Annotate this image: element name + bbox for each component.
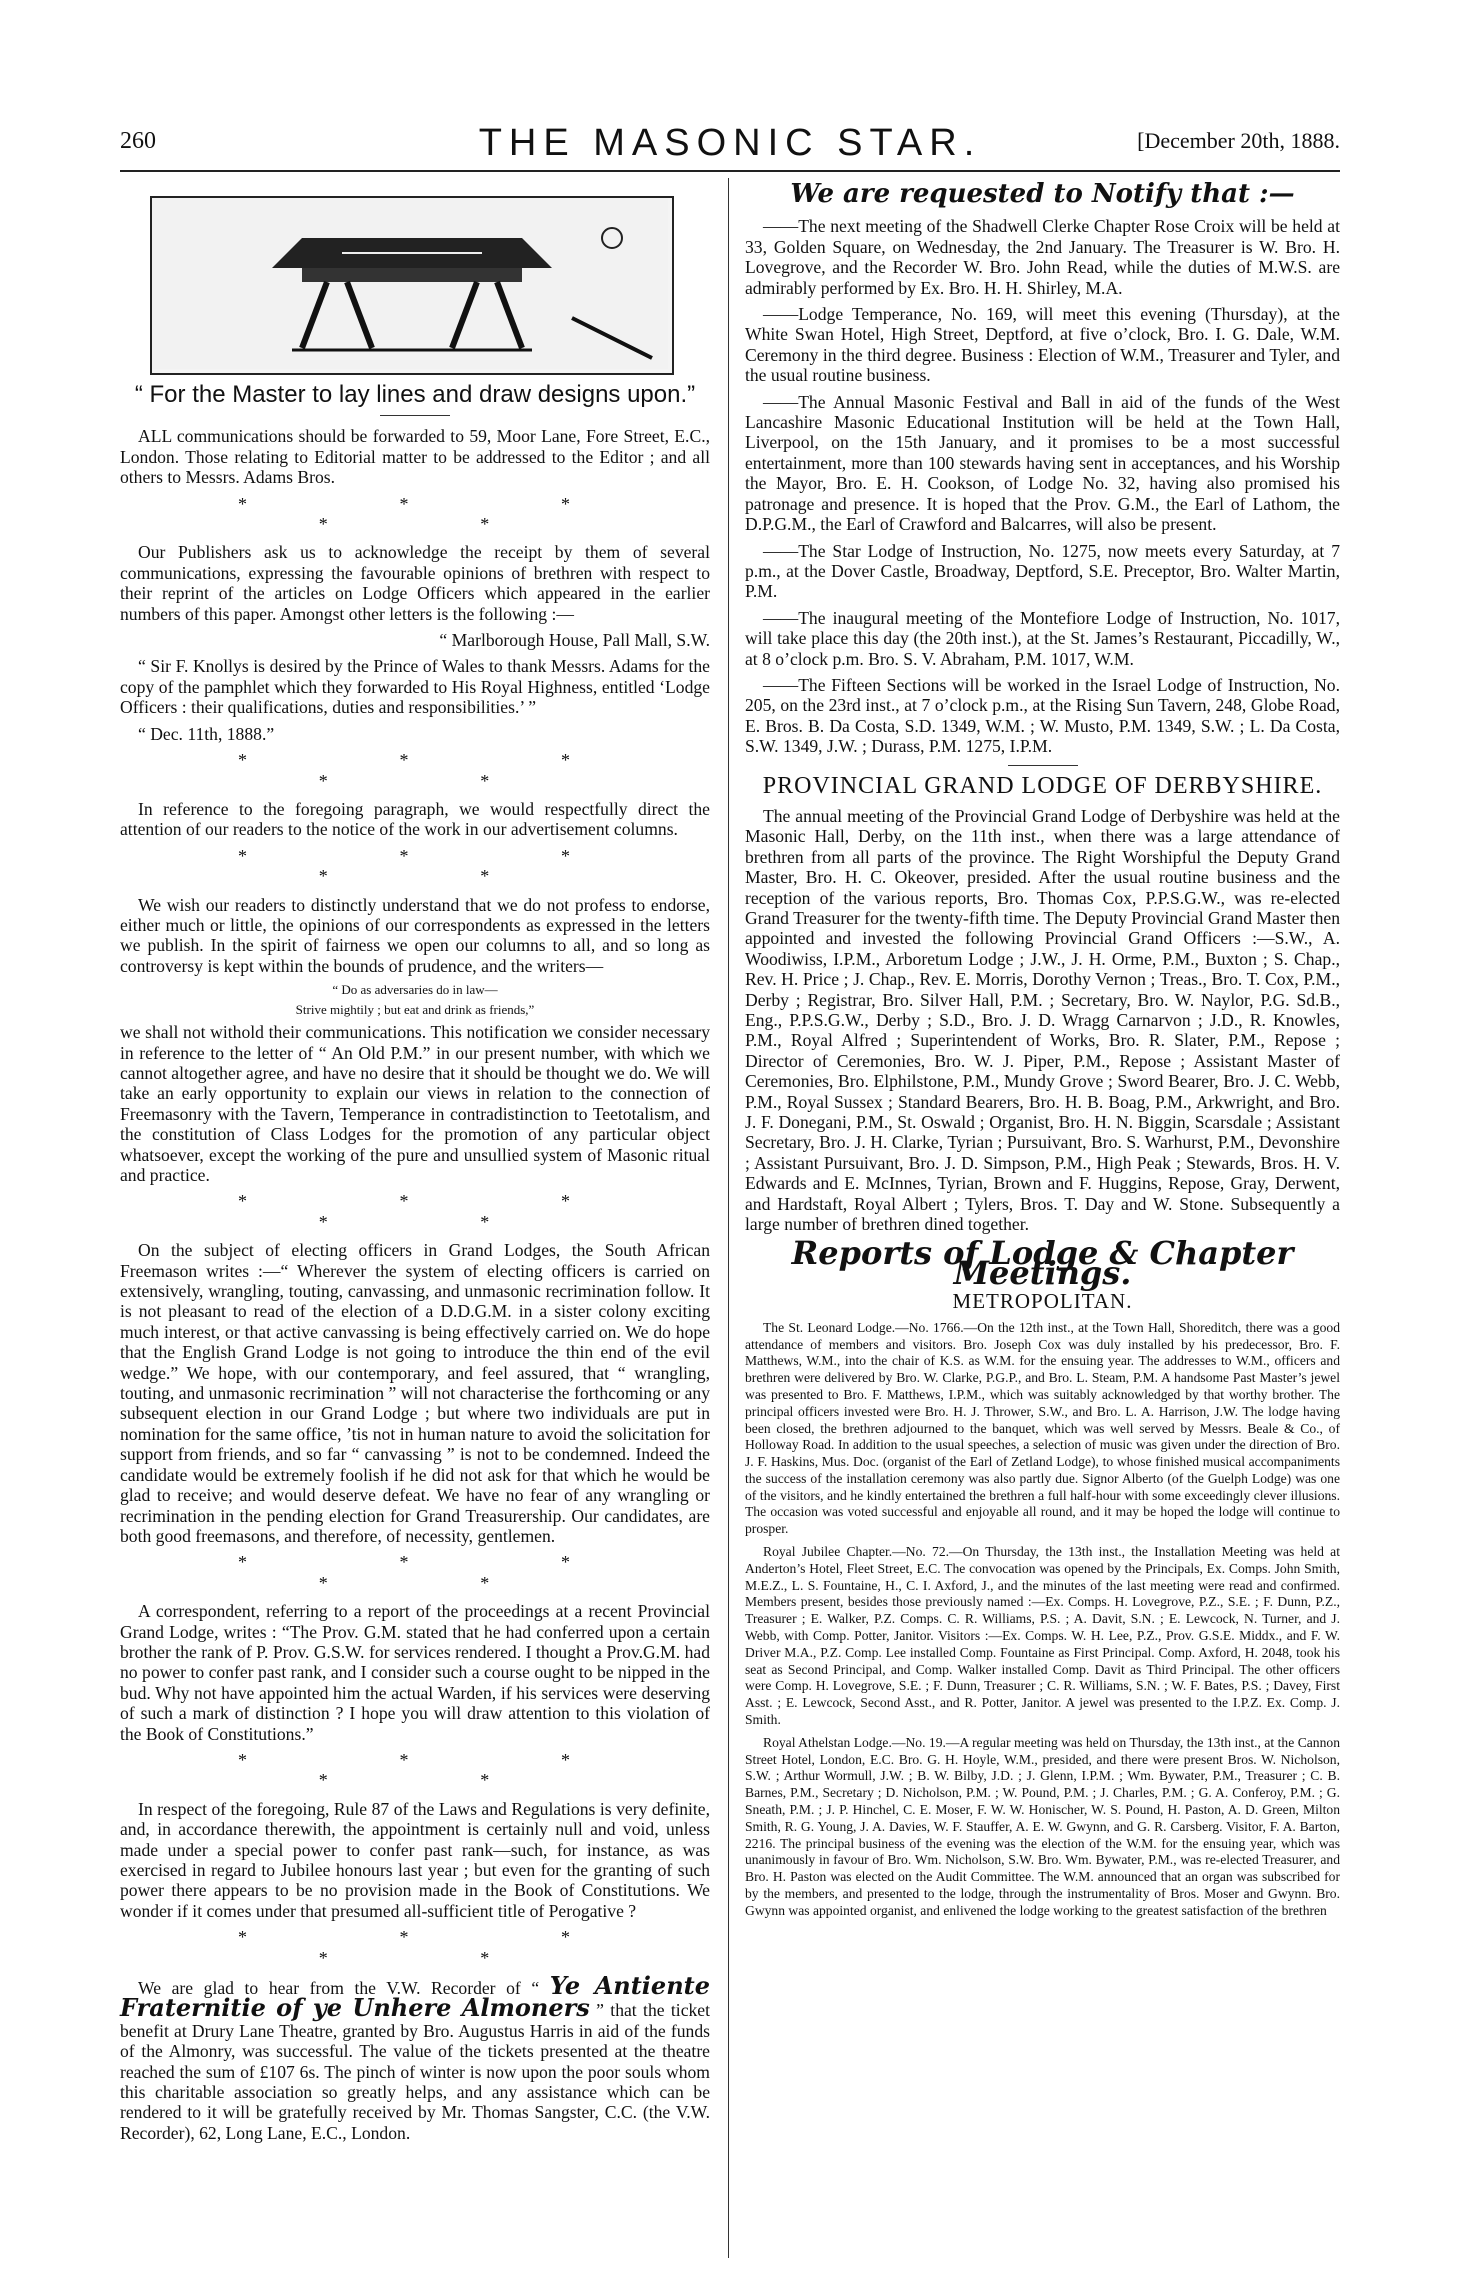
- verse-line-1: “ Do as adversaries do in law—: [332, 982, 498, 998]
- masthead: THE MASONIC STAR.: [478, 122, 982, 164]
- report-royal-athelstan: Royal Athelstan Lodge.—No. 19.—A regular meeting was held on Thursday, the 13th inst., at the Cannon Street Hotel, London, E.C. Bro. G. H. Hoyle, W.M., presided, and there were present Bros. W. Nicholson, S.W. ; Arthur Wormull, J.W. ; B. W. Bilby, J.D. ; J. Glenn, I.P.M. ; Wm. Bywater, P.M., Treasurer ; C. B. Barnes, P.M., Secretary ; D. Nicholson, P.M. ; W. Pound, P.M. ; J. Charles, P.M. ; G. A. Conferoy, P.M. ; G. Sneath, P.M. ; J. P. Hinchel, C. E. Moser, F. W. W. Honischer, W. S. Pound, H. Paston, A. D. Green, Milton Smith, R. G. Young, J. A. Davies, W. F. Stauffer, A. E. W. Gwynn, and G. R. Carsberg. Visitor, F. A. Barton, 2216. The principal business of the evening was the election of the W.M. for the ensuing year, which was unanimously in favour of Bro. Wm. Nicholson, S.W. Bro. Wm. Bywater, P.M., was re-elected Treasurer, and Bro. H. Paston was elected on the Audit Committee. The W.M. announced that an organ was subscribed for by the members, and presented to the lodge, through the instrumentality of Bros. Moser and Gwynn. Bro. Gwynn was appointed organist, and enlivened the lodge working to the greatest satisfaction of the brethren: [745, 1734, 1340, 1918]
- almoners-text: ” that the ticket benefit at Drury Lane Theatre, granted by Bro. Augustus Harris in aid of the funds of the Almonry, was successful. The value of the tickets presented at the theatre reached the sum of £107 6s. The pinch of winter is now upon the poor souls whom this charitable association so greatly helps, and any assistance which can be rendered to it will be gratefully received by Mr. Thomas Sangster, C.C. (the V.W. Recorder), 62, Long Lane, E.C., London.: [120, 2000, 710, 2143]
- derbyshire-heading: PROVINCIAL GRAND LODGE OF DERBYSHIRE.: [762, 772, 1323, 799]
- notice-festival: ——The Annual Masonic Festival and Ball in aid of the funds of the West Lancashire Masonic Educational Institution will be held at the Town Hall, Liverpool, on the 15th January, and it promises to be a most successful entertainment, more than 100 stewards having sent in acceptances, and his Worship the Mayor, Bro. E. H. Cookson, of Lodge No. 32, having also promised his patronage and presence. It is hoped that the Prov. G.M., the Earl of Lathom, the D.P.G.M., the Earl of Crawford and Balcarres, will also be present.: [745, 391, 1340, 535]
- letter-date: “ Dec. 11th, 1888.”: [138, 723, 275, 744]
- star-divider: * * * * *: [238, 1927, 644, 1968]
- notice-shadwell: ——The next meeting of the Shadwell Clerke Chapter Rose Croix will be held at 33, Golden Square, on Wednesday, the 2nd January. The Treasurer is W. Bro. H. Lovegrove, and the Recorder W. Bro. John Read, while the duties of M.W.S. are admirably performed by Ex. Bro. H. H. Shirley, M.A.: [745, 216, 1340, 298]
- metropolitan-heading: METROPOLITAN.: [952, 1289, 1133, 1314]
- motto: “ For the Master to lay lines and draw designs upon.”: [134, 381, 696, 408]
- para-reference: In reference to the foregoing paragraph, we would respectfully direct the attention of our readers to the notice of the work in our advertisement columns.: [120, 798, 710, 840]
- para-communications: ALL communications should be forwarded to 59, Moor Lane, Fore Street, E.C., London. Those relating to Editorial matter to be addressed to the Editor ; and all others to Messrs. Adams Bros.: [120, 426, 710, 488]
- page-number: 260: [120, 128, 156, 154]
- notice-montefiore: ——The inaugural meeting of the Montefiore Lodge of Instruction, No. 1017, will take place this day (the 20th inst.), at the St. James’s Restaurant, Piccadilly, W., at 8 o’clock p.m. Bro. S. V. Abraham, P.M. 1017, W.M.: [745, 607, 1340, 669]
- verse-line-2: Strive mightily ; but eat and drink as friends,”: [295, 1002, 535, 1018]
- issue-date: [December 20th, 1888.: [1137, 128, 1340, 153]
- report-st-leonard: The St. Leonard Lodge.—No. 1766.—On the 12th inst., at the Town Hall, Shoreditch, there was a good attendance of members and visitors. Bro. Joseph Cox was duly installed by his predecessor, Bro. F. Matthews, W.M., into the chair of K.S. as W.M. for the ensuing year. The addresses to W.M., officers and brethren were delivered by Bro. W. Clarke, P.G.P., and Bro. L. Steam, P.M. A handsome Past Master’s jewel was presented to Bro. F. Matthews, I.P.M., which was suitably acknowledged by that worthy brother. The principal officers invested were Bro. H. J. Thrower, S.W., and Bro. L. A. Harrison, J.W. The lodge having been closed, the brethren adjourned to the banquet, which was well served by Messrs. Beale & Co., of Holloway Road. In addition to the usual speeches, a selection of music was given under the direction of Bro. J. F. Haskins, Mus. Doc. (organist of the Earl of Zetland Lodge), to whose finished musical accompaniments the success of the installation ceremony was also partly due. Signor Alberto (of the Guelph Lodge) was one of the visitors, and he kindly entertained the brethren a full half-hour with some exceedingly clever illusions. The occasion was voted successful and enjoyable all round, and it may be hoped the lodge will continue to prosper.: [745, 1319, 1340, 1537]
- star-divider: * * * * *: [238, 1552, 644, 1593]
- para-almoners: [120, 1971, 710, 2143]
- star-divider: * * * * *: [238, 845, 644, 887]
- para-disclaimer: We wish our readers to distinctly understand that we do not profess to endorse, either much or little, the opinions of our correspondents as expressed in the letters we publish. In the spirit of fairness we open our columns to all, and so long as controversy is kept within the bounds of prudence, and the writers—: [120, 894, 710, 976]
- reports-heading: Reports of Lodge & Chapter Meetings.: [791, 1233, 1294, 1292]
- para-publishers: Our Publishers ask us to acknowledge the receipt by them of several communications, expressing the favourable opinions of brethren with respect to their reprint of the articles on Lodge Officers which appeared in the earlier numbers of this paper. Amongst other letters is the following :—: [120, 542, 710, 624]
- trestle-board-illustration: [152, 198, 668, 369]
- trestle-board-banner: [150, 196, 674, 375]
- para-notification: we shall not withold their communications. This notification we consider necessary in reference to the letter of “ An Old P.M.” in our present number, with which we cannot altogether agree, and have no desire that it should be thought we do. We will take an early opportunity to explain our views in relation to the connection of Freemasonry with the Tavern, Temperance in contradistinction to Teetotalism, and the constitution of Class Lodges for the promotion of any particular object whatsoever, except the working of the pure and unsullied system of Masonic ritual and practice.: [120, 1022, 710, 1185]
- star-divider: * * * * *: [238, 750, 644, 791]
- almoners-intro: We are glad to hear from the V.W. Recorder of “: [138, 1978, 550, 1999]
- column-divider: [728, 178, 729, 2258]
- notice-temperance: ——Lodge Temperance, No. 169, will meet this evening (Thursday), at the White Swan Hotel, High Street, Deptford, at five o’clock, Bro. I. G. Dale, W.M. Ceremony in the third degree. Business : Election of W.M., Treasurer and Tyler, and the usual routine business.: [745, 304, 1340, 386]
- notify-heading: We are requested to Notify that :—: [790, 179, 1295, 209]
- star-divider: * * * * *: [238, 1749, 644, 1791]
- left-column: [120, 184, 710, 2149]
- star-divider: * * * * *: [238, 493, 644, 535]
- short-rule: [1008, 765, 1078, 766]
- notice-israel-lodge: ——The Fifteen Sections will be worked in the Israel Lodge of Instruction, No. 205, on the 23rd inst., at 7 o’clock p.m., at the Rising Sun Tavern, 248, Globe Road, E. Bros. B. Da Costa, S.D. 1349, W.M. ; W. Musto, P.M. 1349, S.W. ; L. Da Costa, S.W. 1349, J.W. ; Durass, P.M. 1275, I.P.M.: [745, 674, 1340, 757]
- header-rule: [120, 170, 1340, 172]
- para-correspondent: A correspondent, referring to a report of the proceedings at a recent Provincial Grand Lodge, writes : “The Prov. G.M. stated that he had conferred upon a certain brother the rank of P. Prov. G.S.W. for services rendered. I thought a Prov.G.M. had no power to confer past rank, and I consider such a course ought to be nipped in the bud. Why not have appointed him the actual Warden, if his services were deserving of such a mark of distinction ? I hope you will draw attention to this violation of the Book of Constitutions.”: [120, 1601, 710, 1744]
- notice-star-lodge: ——The Star Lodge of Instruction, No. 1275, now meets every Saturday, at 7 p.m., at the Dover Castle, Broadway, Deptford, S.E. Preceptor, Bro. Walter Martin, P.M.: [745, 540, 1340, 602]
- almoners-name: Ye Antiente Fraternitie of ye Unhere Almoners: [120, 1971, 710, 2023]
- para-rule-87: In respect of the foregoing, Rule 87 of the Laws and Regulations is very definite, and, in accordance therewith, the appointment is certainly null and void, unless made under a special power to confer past rank—such, for instance, as was exercised in regard to Jubilee honours last year ; but even for the granting of such power there appears to be no provision made in the Book of Constitutions. We wonder if it comes under that presumed all-sufficient title of Perogative ?: [120, 1798, 710, 1921]
- short-rule: [380, 415, 450, 416]
- letter-address: “ Marlborough House, Pall Mall, S.W.: [439, 630, 710, 651]
- page-header: [120, 122, 1340, 168]
- derbyshire-report: The annual meeting of the Provincial Grand Lodge of Derbyshire was held at the Masonic Hall, Derby, on the 11th inst., when there was a large attendance of brethren from all parts of the province. The Right Worshipful the Deputy Grand Master, Bro. H. C. Okeover, presided. After the usual routine business and the reception of the various reports, Bro. Thomas Cox, P.P.S.G.W., was re-elected Grand Treasurer for the twenty-fifth time. The Deputy Provincial Grand Master then appointed and invested the following Provincial Grand Officers :—S.W., A. Woodiwiss, I.P.M., Arboretum Lodge ; J.W., J. H. Orme, P.M., Buxton ; S. Chap., Rev. H. Price ; J. Chap., Rev. E. Morris, Dorothy Vernon ; Treas., Bro. T. Cox, P.M., Derby ; Registrar, Bro. Silver Hall, P.M. ; Secretary, Bro. W. Naylor, P.G. Sd.B., Eng., P.P.S.G.W., Derby ; S.D., Bro. J. D. Wragg Carnarvon ; J.D., R. Knowles, P.M., Royal Alfred ; Superintendent of Works, Bro. R. Slater, P.M., Repose ; Director of Ceremonies, Bro. W. J. Piper, P.M., Repose ; Assistant Master of Ceremonies, Bro. Elphilstone, P.M., Mundy Grove ; Sword Bearer, Bro. J. C. Webb, P.M., Royal Sussex ; Standard Bearers, Bro. H. B. Boag, P.M., Arkwright, and Bro. J. F. Donegani, P.M., St. Oswald ; Organist, Bro. H. N. Biggin, Scarsdale ; Assistant Secretary, Bro. J. H. Clarke, Tyrian ; Pursuivant, Bro. S. Warhurst, P.M., Devonshire ; Assistant Pursuivant, Bro. J. D. Simpson, P.M., High Peak ; Stewards, Bros. H. V. Edwards and E. McInnes, Tyrian, Brown and F. Huggins, Repose, Gray, Derwent, and Hardstaft, Royal Albert ; Tylers, Bros. T. Day and W. Stone. Subsequently a large number of brethren dined together.: [745, 805, 1340, 1235]
- letter-body: “ Sir F. Knollys is desired by the Prince of Wales to thank Messrs. Adams for the copy of the pamphlet which they forwarded to His Royal Highness, entitled ‘Lodge Officers : their qualifications, duties and responsibilities.’ ”: [120, 656, 710, 718]
- star-divider: * * * * *: [238, 1191, 644, 1232]
- right-column: [745, 179, 1340, 1926]
- para-electing-officers: On the subject of electing officers in Grand Lodges, the South African Freemason writes :—“ Wherever the system of electing officers is carried on extensively, wrangling, touting, canvassing, and unmasonic recrimination follow. It is not pleasant to read of the election of a D.D.G.M. in a sister colony exciting much interest, or that active canvassing is being effectively carried on. We do hope that the English Grand Lodge is not going to introduce the thin end of the evil wedge.” We hope, with our contemporary, and feel assured, that “ wrangling, touting, and unmasonic recrimination ” will not characterise the forthcoming or any subsequent election in our Grand Lodge ; but where two individuals are put in nomination for the same office, ’tis not in human nature to avoid the solicitation for support from friends, and so far “ canvassing ” is not to be condemned. Indeed the candidate would be extremely foolish if he did not ask for that which he would be glad to receive; and would deserve defeat. We have no fear of any wrangling or recrimination in the pending election for Grand Treasurership. Our candidates, are both good freemasons, and therefore, of necessity, gentlemen.: [120, 1240, 710, 1546]
- report-royal-jubilee: Royal Jubilee Chapter.—No. 72.—On Thursday, the 13th inst., the Installation Meeting was held at Anderton’s Hotel, Fleet Street, E.C. The convocation was opened by the Principals, Ex. Comps. John Smith, M.E.Z., L. S. Fountaine, H., C. I. Axford, J., and the minutes of the last meeting were read and confirmed. Members present, besides those previously named :—Ex. Comps. H. Lovegrove, P.Z., S.E. ; F. Dunn, P.Z., Treasurer ; E. Walker, P.Z. Comps. C. R. Williams, P.S. ; A. Davit, S.N. ; E. Lewcock, N. Turner, and J. Webb, with Comp. Potter, Janitor. Visitors :—Ex. Comps. W. H. Lee, P.Z., Prov. G.S.E. Middx., and F. W. Driver M.A., P.Z. Comp. Lee installed Comp. Fountaine as First Principal. Comp. Axford, H. 2048, took his seat as Second Principal, and Comp. Walker installed Comp. Davit as Third Principal. The other officers were Comp. H. Lovegrove, S.E. ; F. Dunn, Treasurer ; C. R. Williams, S.N. ; W. F. Bates, P.S. ; Davey, First Asst. ; E. Lewcock, Second Asst., and R. Potter, Janitor. A jewel was presented to the I.P.Z. Ex. Comp. J. Smith.: [745, 1544, 1340, 1728]
